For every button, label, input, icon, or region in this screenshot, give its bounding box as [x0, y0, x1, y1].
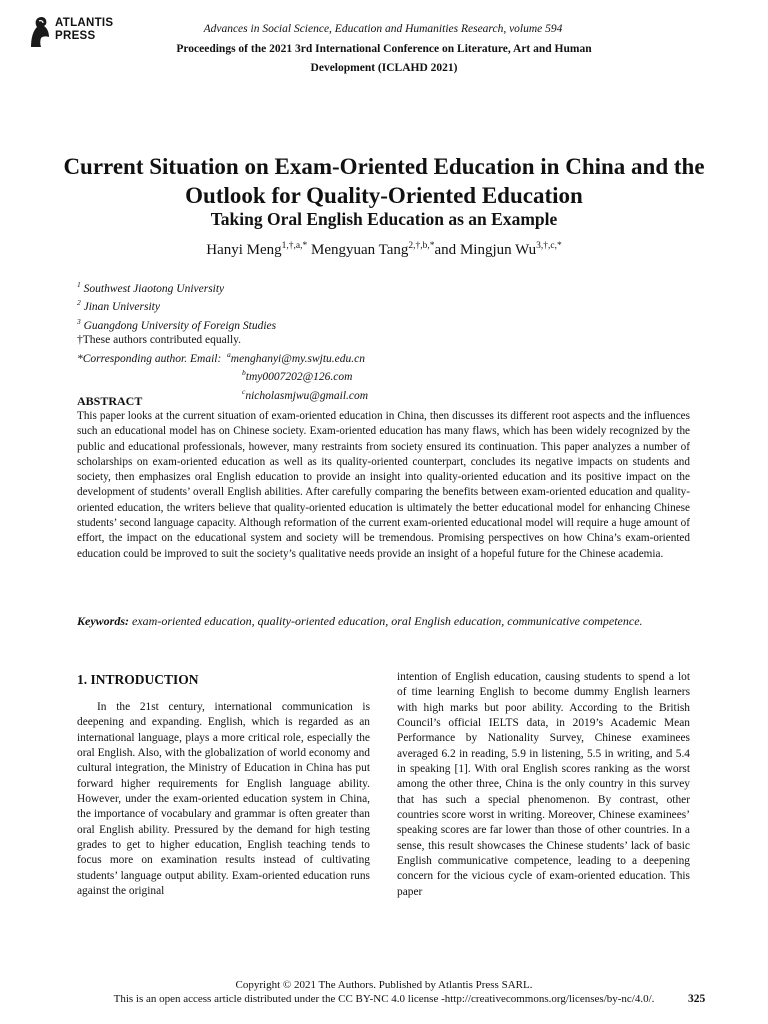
email-mark: c — [242, 386, 246, 396]
corresponding-line — [77, 348, 577, 366]
affiliation-mark: 1 — [77, 280, 81, 289]
intro-paragraph-right: intention of English education, causing students to spend a lot of time learning English to become dummy English learners with high marks but poor ability. According to the British Council’s official IELTS data, in 2019’s Academic Mean Performance by Nationality Survey, Chinese examinees averaged 6.2 in reading, 5.9 in listening, 5.5 in writing, and 5.4 in speaking [1]. With oral English scores ranking as the worst among the other three, China is the only country in this survey that has such a special phenomenon. By contrast, other countries score worst in writing. Moreover, Chinese examinees’ speaking scores are far lower than those of other countries. In a sense, this result showcases the Chinese students’ lack of basic English communicative competence, leading to a deepening concern for the vicious cycle of exam-oriented education. This paper — [397, 671, 690, 898]
affiliations-block — [77, 278, 577, 403]
email-mark: b — [242, 368, 246, 378]
author-marks: 1,†,a,* — [281, 241, 308, 251]
corresponding-line — [77, 385, 577, 403]
author-name: Hanyi Meng — [206, 242, 282, 258]
page-number: 325 — [688, 993, 706, 1005]
equal-contribution-note: †These authors contributed equally. — [77, 334, 242, 347]
logo-word-press: PRESS — [55, 30, 96, 42]
email-address[interactable]: menghanyi@my.swjtu.edu.cn — [230, 352, 365, 365]
license-line: This is an open access article distributed under the CC BY-NC 4.0 license -http://creativecommons.org/licenses/by-nc/4.0/. — [113, 993, 655, 1005]
intro-paragraph-left: In the 21st century, international communication is deepening and expanding. English, which is regarded as an international language, plays a more critical role, especially the oral English. Also, with the globalization of world economy and cultural integration, the Ministry of Education in China has put forward higher requirements for English language ability. However, under the exam-oriented education system in China, the importance of vocabulary and grammar is often greater than oral English ability. Pressured by the demand for high testing grades to get to higher education, English teaching tends to focus more on examination results instead of cultivating students’ language output ability. Exam-oriented education runs against the original — [77, 701, 370, 898]
author-marks: 2,†,b,* — [408, 241, 435, 251]
affiliation-line — [77, 315, 577, 333]
affiliation-line — [77, 278, 577, 296]
copyright-line: Copyright © 2021 The Authors. Published by Atlantis Press SARL. — [235, 979, 533, 991]
page-footer — [40, 978, 728, 1006]
author-joiner: and — [434, 242, 457, 258]
email-mark: a — [227, 349, 231, 359]
logo-word-atlantis: ATLANTIS — [55, 17, 114, 29]
keywords-text: exam-oriented education, quality-oriented education, oral English education, communicative competence. — [132, 614, 643, 628]
section-heading: 1. INTRODUCTION — [77, 672, 199, 687]
affiliation-text: Southwest Jiaotong University — [83, 282, 225, 295]
paper-subtitle: Taking Oral English Education as an Example — [210, 209, 558, 229]
keywords-label: Keywords: — [77, 614, 129, 628]
affiliation-text: Guangdong University of Foreign Studies — [83, 319, 277, 332]
affiliation-mark: 2 — [77, 298, 81, 308]
publisher-logo — [28, 14, 128, 50]
atlantis-figure-icon — [28, 14, 52, 48]
affiliation-text: Jinan University — [83, 301, 160, 314]
series-header: Advances in Social Science, Education and Humanities Research, volume 594 — [203, 23, 563, 35]
author-marks: 3,†,c,* — [536, 241, 562, 251]
keywords-block — [77, 614, 690, 629]
email-address[interactable]: tmy0007202@126.com — [245, 371, 353, 384]
author-name: Mengyuan Tang — [310, 242, 409, 258]
author-name: Mingjun Wu — [459, 242, 537, 258]
abstract-heading: ABSTRACT — [77, 394, 143, 408]
proceedings-header: Proceedings of the 2021 3rd International Conference on Literature, Art and Human Development (ICLAHD 2021) — [176, 43, 592, 74]
affiliation-line — [77, 296, 577, 314]
paper-title: Current Situation on Exam-Oriented Education in China and the Outlook for Quality-Oriented Education — [63, 154, 705, 208]
affiliation-mark: 3 — [77, 316, 81, 326]
corresponding-label: *Corresponding author. Email: — [77, 352, 222, 365]
email-address[interactable]: nicholasmjwu@gmail.com — [245, 389, 369, 402]
abstract-text: This paper looks at the current situation of exam-oriented education in China, then discusses its different root aspects and the influences such an educational model has on Chinese society. Exam-oriented education has many flaws, which has been widely recognized by the public and educational professionals, however, many restraints from society ensured its continuation. This paper analyzes a number of scholarships on exam-oriented education as well as its quality-oriented counterpart, concludes its negative impacts on students and society, then emphasizes oral English education to provide an insight into quality-oriented education and its positive impact on the development of students’ overall English abilities. After carefully comparing the benefits between exam-oriented education and quality-oriented education, the writers believe that quality-oriented education is ultimately the better educational model for enhancing Chinese students’ second language capacity. Although reformation of the current exam-oriented educational model will require a huge amount of effort, the impact on the educational system and society will be tremendous. Promising perspectives on how China’s exam-oriented education could be improved to suit the society’s qualitative needs provide an insight of a hopeful future for the Chinese academia. — [77, 410, 690, 560]
corresponding-line — [77, 366, 577, 384]
author-list — [40, 236, 728, 260]
